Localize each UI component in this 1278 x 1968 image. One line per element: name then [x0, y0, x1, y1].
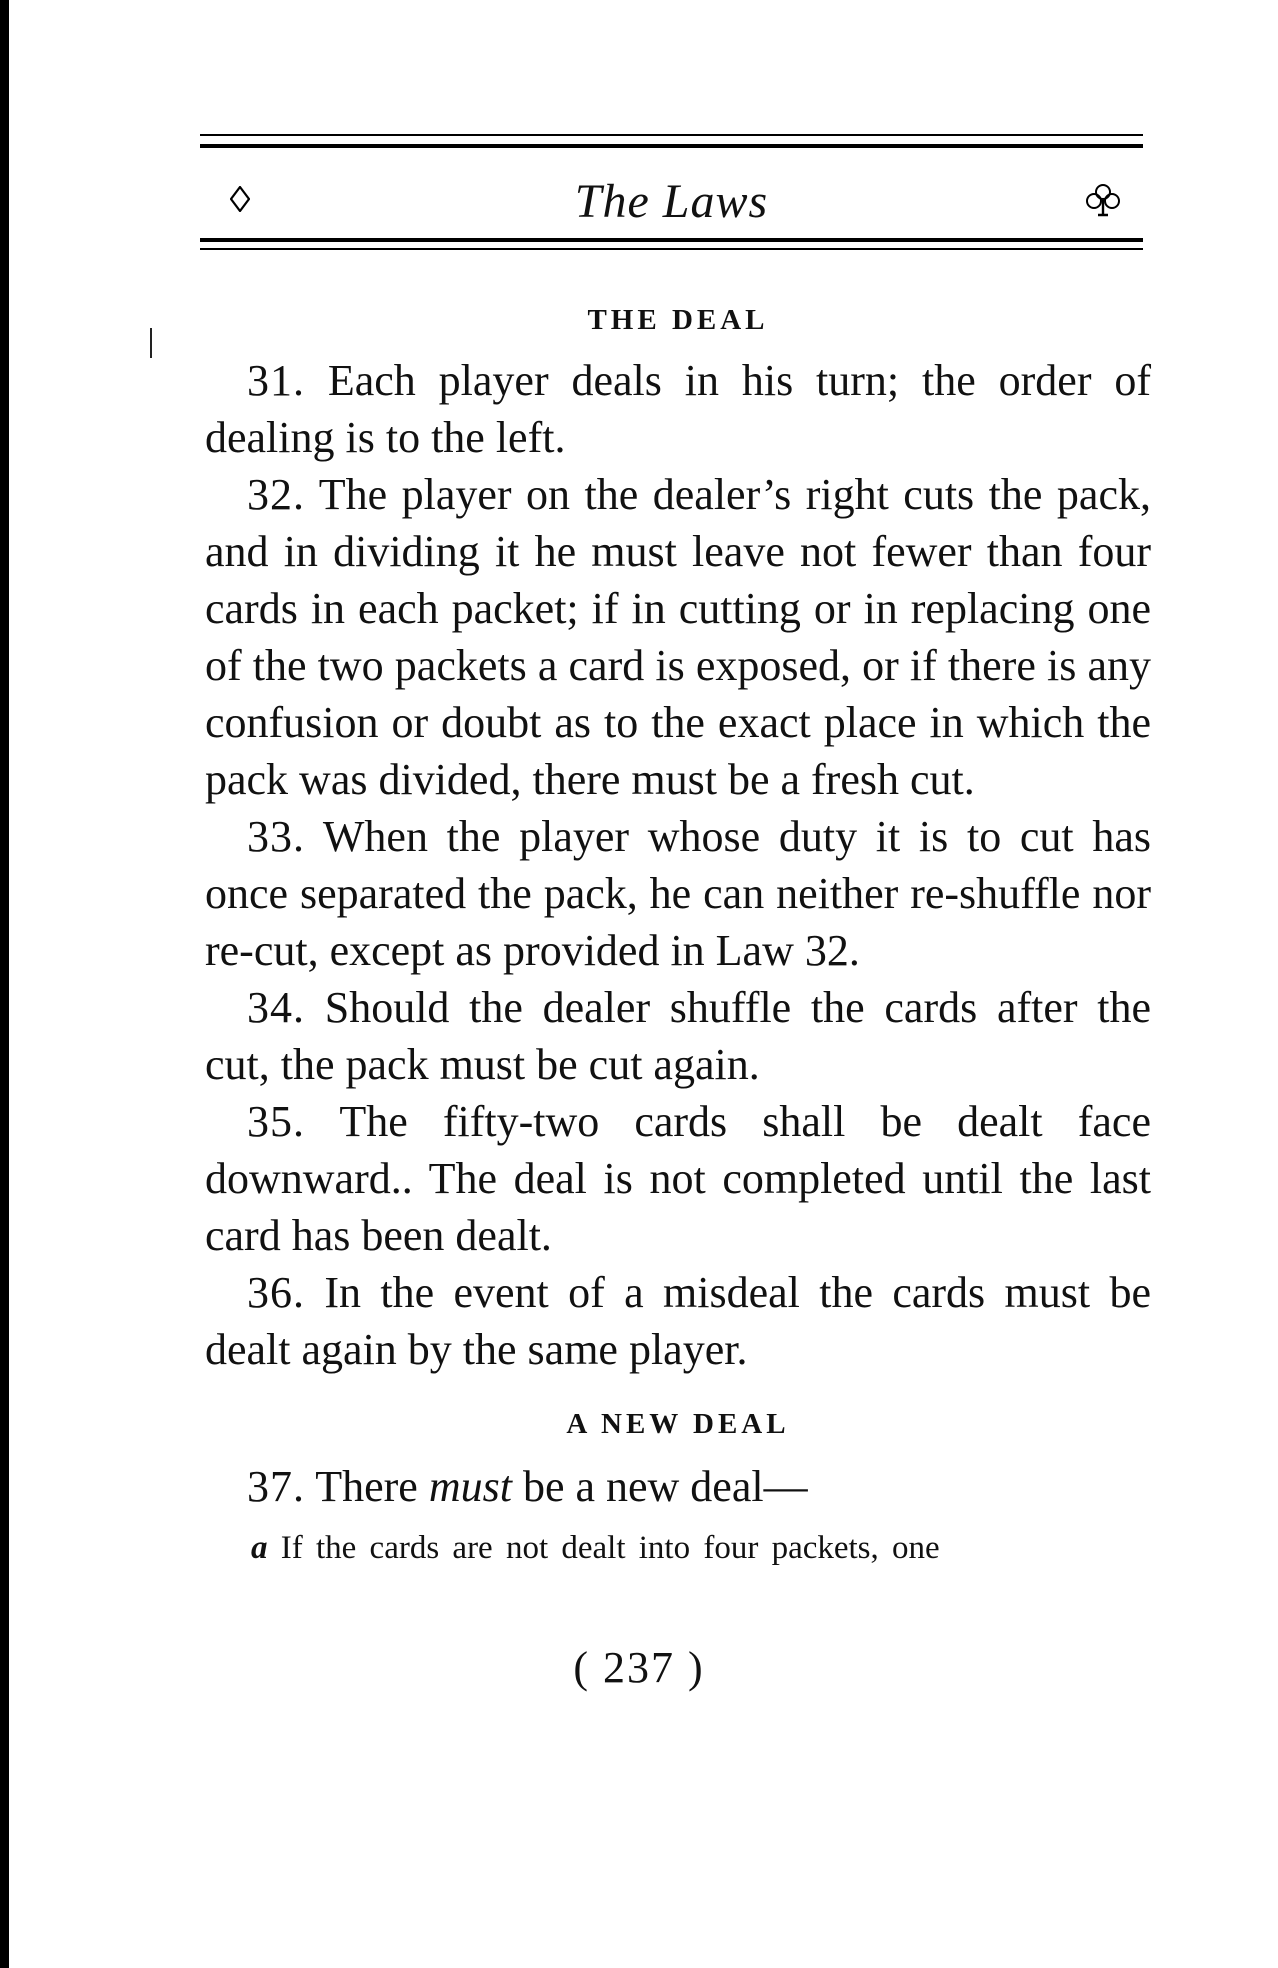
- law-text-after: be a new deal—: [522, 1462, 808, 1511]
- law-33: [205, 808, 1151, 979]
- law-number: 37.: [247, 1462, 305, 1511]
- law-text: When the player whose duty it is to cut has once separated the pack, he can neither re-shuffle nor re-cut, except as provided in Law 32.: [205, 812, 1151, 975]
- law-31: [205, 352, 1151, 466]
- bottom-rule-thick: [200, 238, 1143, 242]
- law-text: The fifty-two cards shall be dealt face downward.. The deal is not completed until the last card has been dealt.: [205, 1097, 1151, 1260]
- page-number: ( 237 ): [573, 1643, 705, 1692]
- law-text: Each player deals in his turn; the order of dealing is to the left.: [205, 356, 1151, 462]
- clause-a: [251, 1523, 1151, 1573]
- scan-speck: [150, 344, 152, 358]
- law-number: 35.: [247, 1097, 305, 1146]
- law-32: [205, 466, 1151, 808]
- law-34: [205, 979, 1151, 1093]
- top-rule-thin: [200, 134, 1143, 136]
- law-text: In the event of a misdeal the cards must be dealt again by the same player.: [205, 1268, 1151, 1374]
- section-heading-a-new-deal: A NEW DEAL: [566, 1408, 790, 1440]
- running-head: [200, 132, 1143, 262]
- club-suit-icon: [1085, 182, 1121, 218]
- law-36: [205, 1264, 1151, 1378]
- clause-text: If the cards are not dealt into four packets, one: [280, 1530, 940, 1566]
- law-text-before: There: [315, 1462, 418, 1511]
- law-text: The player on the dealer’s right cuts the pack, and in dividing it he must leave not fewer than four cards in each packet; if in cutting or in replacing one of the two packets a card is exposed, or if there is any confusion or doubt as to the exact place in which the pack was divided, there must be a fresh cut.: [205, 470, 1151, 804]
- top-rule-thick: [200, 144, 1143, 148]
- law-number: 33.: [247, 812, 305, 861]
- law-text: Should the dealer shuffle the cards after the cut, the pack must be cut again.: [205, 983, 1152, 1089]
- law-number: 32.: [247, 470, 305, 519]
- running-head-title: The Laws: [574, 175, 769, 228]
- law-number: 34.: [247, 983, 305, 1032]
- page-text: [205, 300, 1151, 1573]
- law-37: [205, 1458, 1151, 1515]
- bottom-rule-thin: [200, 248, 1143, 250]
- law-number: 36.: [247, 1268, 305, 1317]
- section-heading-the-deal: THE DEAL: [587, 304, 769, 336]
- law-35: [205, 1093, 1151, 1264]
- law-number: 31.: [247, 356, 305, 405]
- running-head-row: [200, 174, 1143, 230]
- clause-letter: a: [251, 1530, 268, 1566]
- law-text-emphasis: must: [428, 1462, 512, 1511]
